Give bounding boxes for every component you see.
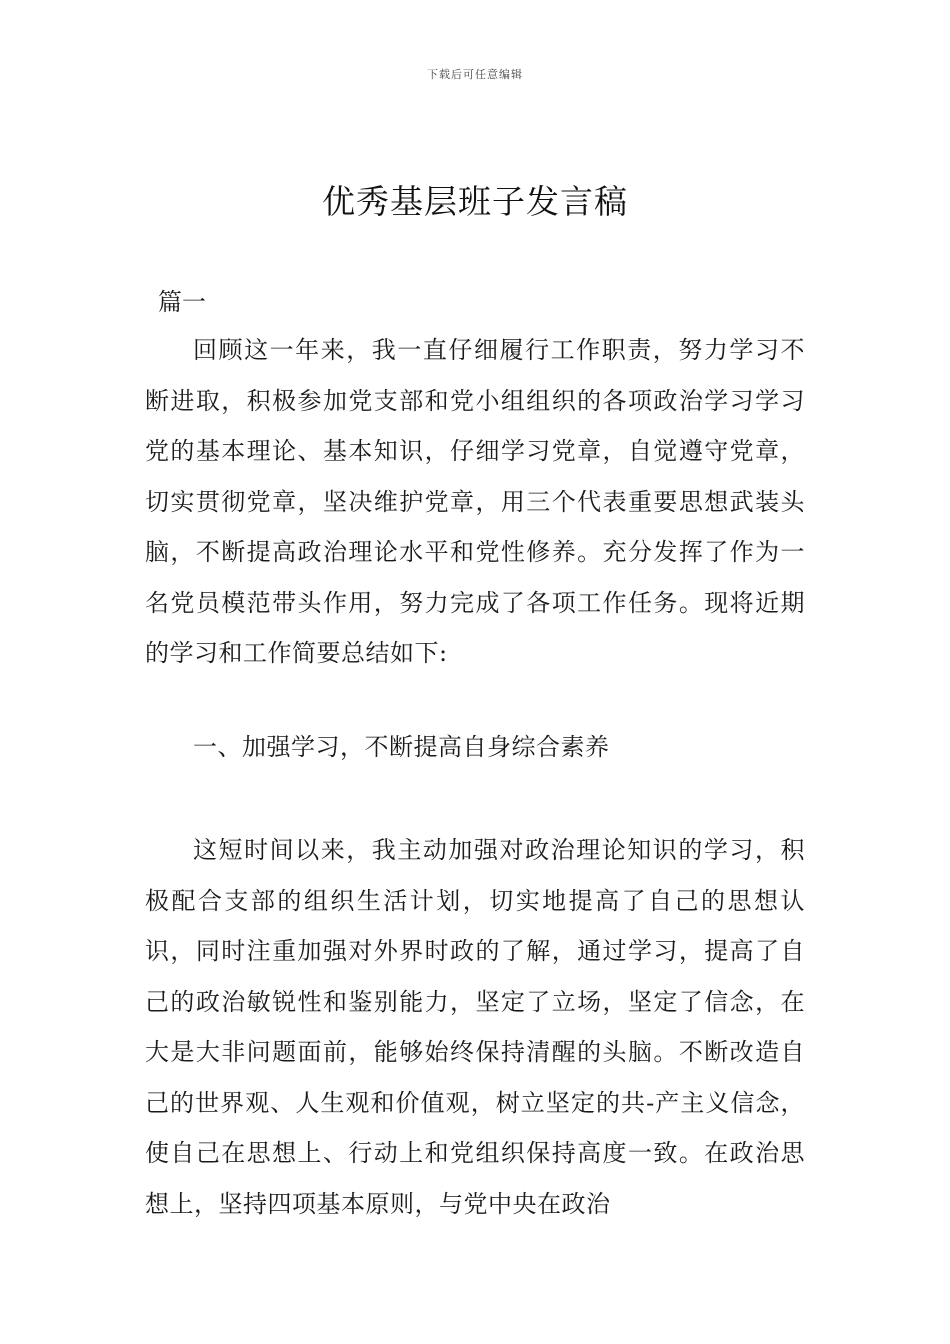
body-paragraph-2: 这短时间以来，我主动加强对政治理论知识的学习，积极配合支部的组织生活计划，切实地提高了自己的思想认识，同时注重加强对外界时政的了解，通过学习，提高了自己的政治敏锐性和鉴别能力，坚定了立场，坚定了信念，在大是大非问题面前，能够始终保持清醒的头脑。不断改造自己的世界观、人生观和价值观，树立坚定的共-产主义信念，使自己在思想上、行动上和党组织保持高度一致。在政治思想上，坚持四项基本原则，与党中央在政治 <box>145 836 805 1218</box>
section-heading-1: 一、加强学习，不断提高自身综合素养 <box>193 733 610 761</box>
header-note: 下载后可任意编辑 <box>427 68 523 81</box>
section-label: 篇一 <box>158 288 206 316</box>
body-paragraph-1: 回顾这一年来，我一直仔细履行工作职责，努力学习不断进取，积极参加党支部和党小组组织的各项政治学习学习党的基本理论、基本知识，仔细学习党章，自觉遵守党章，切实贯彻党章，坚决维护党章，用三个代表重要思想武装头脑，不断提高政治理论水平和党性修养。充分发挥了作为一名党员模范带头作用，努力完成了各项工作任务。现将近期的学习和工作简要总结如下: <box>145 336 805 667</box>
document-title: 优秀基层班子发言稿 <box>322 182 628 221</box>
